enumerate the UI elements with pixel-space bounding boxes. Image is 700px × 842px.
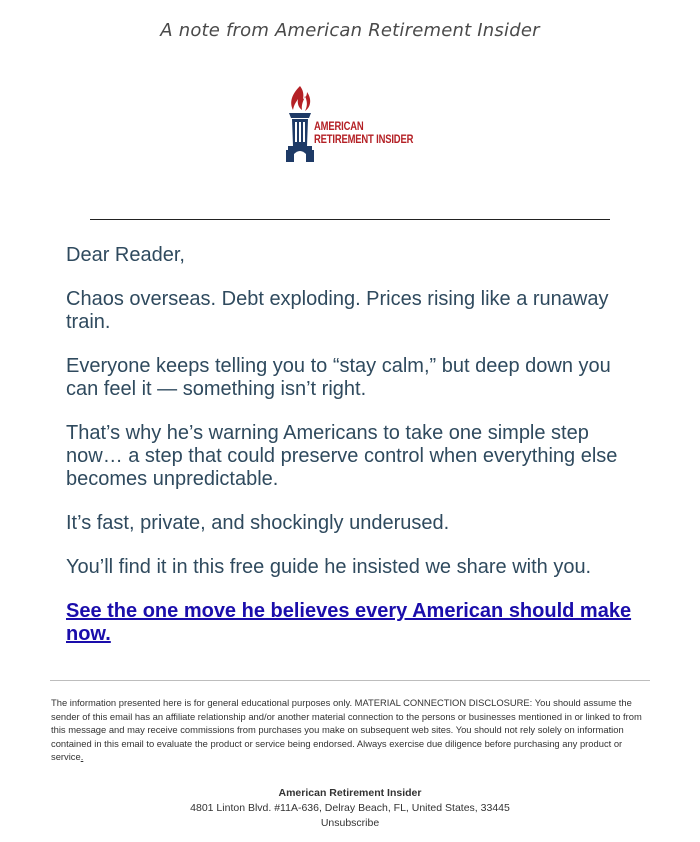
footer-divider (50, 680, 650, 681)
letter-body (66, 244, 646, 646)
paragraph-3: That’s why he’s warning Americans to take one simple step now… a step that could preserve control when everything else becomes unpredictable. (66, 422, 618, 490)
unsubscribe-link[interactable]: Unsubscribe (320, 817, 380, 829)
paragraph-4: It’s fast, private, and shockingly underused. (66, 512, 450, 534)
disclaimer-trailing: . (80, 751, 84, 762)
brand-logo[interactable] (283, 84, 423, 164)
logo-line-1: AMERICAN (314, 121, 364, 133)
paragraph-5: You’ll find it in this free guide he insisted we share with you. (66, 556, 592, 578)
paragraph-1: Chaos overseas. Debt exploding. Prices rising like a runaway train. (66, 288, 609, 333)
preheader-text: A note from American Retirement Insider (160, 20, 540, 41)
logo-wordmark (314, 121, 413, 147)
footer-address: 4801 Linton Blvd. #11A-636, Delray Beach, FL, United States, 33445 (190, 802, 510, 814)
footer-company: American Retirement Insider (278, 787, 422, 799)
cta-link[interactable]: See the one move he believes every American should make now. (66, 600, 632, 645)
paragraph-2: Everyone keeps telling you to “stay calm,” but deep down you can feel it — something isn’t right. (66, 355, 611, 400)
header-divider (90, 219, 610, 220)
footer (0, 786, 700, 831)
disclaimer (51, 696, 651, 764)
logo-line-2: RETIREMENT INSIDER (314, 134, 414, 146)
greeting: Dear Reader, (66, 244, 185, 266)
disclaimer-text: The information presented here is for general educational purposes only. MATERIAL CONNECTION DISCLOSURE: You should assume the sender of this email has an affiliate relationship and/or another material connection to the persons or businesses mentioned in or linked to from this message and may receive commissions from purchases you make on subsequent web sites. You should not rely solely on information contained in this email to evaluate the product or service being endorsed. Always exercise due diligence before purchasing any product or service (51, 697, 642, 762)
